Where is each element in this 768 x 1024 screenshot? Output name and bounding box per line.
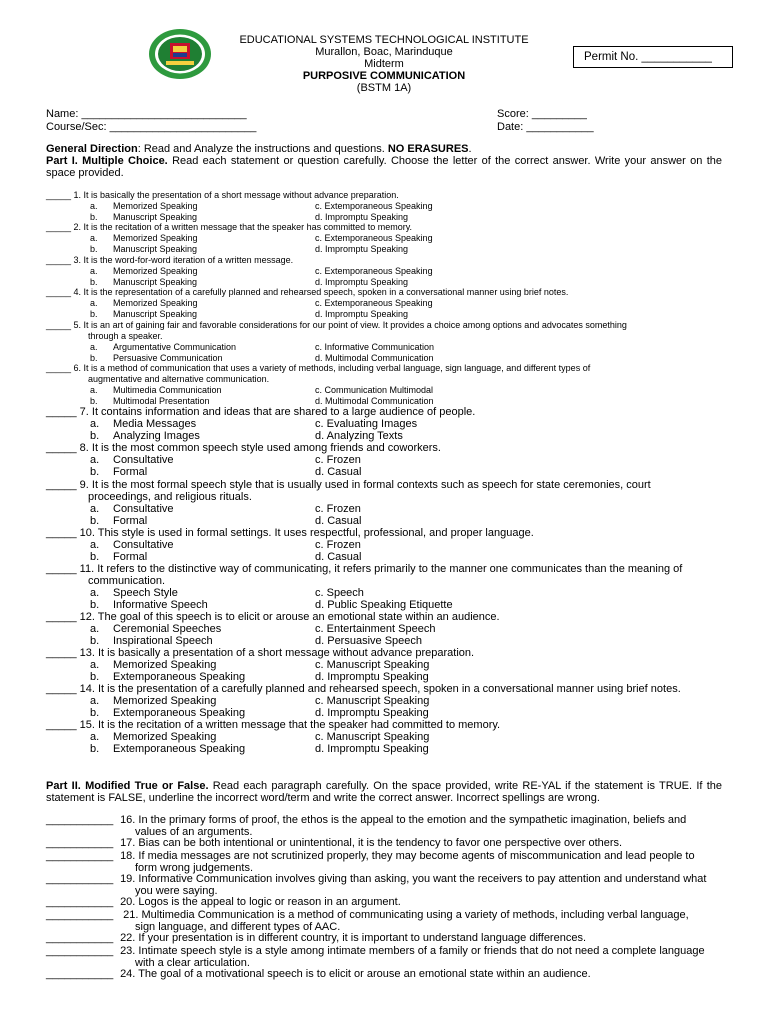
answer-blank[interactable]: _____ (46, 563, 77, 575)
tf-statement-continued: sign language, and different types of AAC. (135, 920, 341, 933)
question-text: 15. It is the recitation of a written message that the speaker had committed to memory. (79, 719, 501, 731)
option-c: c. Frozen (315, 503, 361, 515)
option-a: Memorized Speaking (113, 265, 198, 276)
tf-item-18 (46, 851, 722, 874)
option-b: Analyzing Images (113, 430, 200, 442)
option-row (46, 233, 722, 244)
option-b-letter: b. (90, 635, 100, 647)
question-stem (46, 287, 722, 298)
option-a: Ceremonial Speeches (113, 623, 222, 635)
option-a-letter: a. (90, 659, 100, 671)
tf-statement (46, 874, 722, 897)
question-6 (46, 363, 722, 407)
option-row (46, 418, 722, 430)
question-text: 11. It refers to the distinctive way of communicating, it refers primarily to the manner one communicates than the meaning of (79, 563, 683, 575)
option-b-letter: b. (90, 466, 100, 478)
option-a-letter: a. (90, 623, 100, 635)
question-text-continued: through a speaker. (88, 330, 163, 341)
question-stem (46, 719, 722, 731)
question-text: 14. It is the presentation of a carefully planned and rehearsed speech, spoken in a conversational manner using brief notes. (79, 683, 681, 695)
tf-item-23 (46, 946, 722, 969)
option-a: Memorized Speaking (113, 200, 198, 211)
question-text-continued: augmentative and alternative communication. (88, 373, 270, 384)
answer-blank[interactable]: _____ (46, 190, 72, 200)
option-a: Consultative (113, 503, 174, 515)
answer-blank[interactable]: ___________ (46, 932, 114, 944)
option-b-letter: b. (90, 211, 98, 222)
option-row (46, 539, 722, 551)
question-stem (46, 683, 722, 695)
option-a: Consultative (113, 454, 174, 466)
tf-statement-text: 20. Logos is the appeal to logic or reason in an argument. (117, 896, 401, 908)
tf-statement-continued: with a clear articulation. (135, 956, 250, 969)
option-a: Media Messages (113, 418, 197, 430)
question-3 (46, 255, 722, 288)
date-field: Date: ___________ (497, 121, 594, 133)
option-d: d. Impromptu Speaking (315, 211, 409, 222)
answer-blank[interactable]: ___________ (46, 814, 114, 826)
question-stem (46, 479, 722, 503)
course-field: Course/Sec: ________________________ (46, 121, 257, 133)
option-c: c. Frozen (315, 454, 361, 466)
answer-blank[interactable]: ___________ (46, 945, 114, 957)
tf-item-22 (46, 933, 722, 945)
option-d: d. Casual (315, 551, 362, 563)
tf-statement-text: 22. If your presentation is in different country, it is important to understand language differences. (117, 932, 587, 944)
option-row (46, 266, 722, 277)
question-text: 12. The goal of this speech is to elicit or arouse an emotional state within an audience. (79, 611, 500, 623)
option-a-letter: a. (90, 384, 98, 395)
tf-item-24 (46, 969, 722, 981)
question-text: 10. This style is used in formal settings. It uses respectful, professional, and proper language. (79, 527, 534, 539)
tf-statement (46, 969, 722, 981)
option-c: c. Extemporaneous Speaking (315, 265, 433, 276)
answer-blank[interactable]: _____ (46, 527, 77, 539)
option-a: Multimedia Communication (113, 384, 222, 395)
question-stem (46, 363, 722, 385)
option-a-letter: a. (90, 695, 100, 707)
question-stem (46, 190, 722, 201)
option-row (46, 731, 722, 743)
question-stem (46, 222, 722, 233)
option-a: Memorized Speaking (113, 731, 217, 743)
tf-statement-text: 21. Multimedia Communication is a method of communicating using a variety of methods, including verbal language, (117, 909, 689, 921)
option-d: d. Analyzing Texts (315, 430, 403, 442)
option-d: d. Casual (315, 515, 362, 527)
option-d: d. Multimodal Communication (315, 352, 434, 363)
question-text: 4. It is the representation of a carefully planned and rehearsed speech, spoken in a conversational manner using brief notes. (73, 287, 569, 297)
tf-item-19 (46, 874, 722, 897)
answer-blank[interactable]: _____ (46, 479, 77, 491)
tf-statement-text: 18. If media messages are not scrutinized properly, they may become agents of miscommunication and lead people to (117, 850, 695, 862)
tf-statement-text: 23. Intimate speech style is a style among intimate members of a family or friends that do not need a complete language (117, 945, 705, 957)
institute-name: EDUCATIONAL SYSTEMS TECHNOLOGICAL INSTITUTE (239, 34, 529, 46)
option-a: Consultative (113, 539, 174, 551)
option-row (46, 587, 722, 599)
answer-blank[interactable]: _____ (46, 287, 72, 297)
general-direction: General Direction: Read and Analyze the instructions and questions. NO ERASURES. (46, 143, 472, 155)
option-row (46, 659, 722, 671)
question-text: 7. It contains information and ideas that are shared to a large audience of people. (79, 406, 476, 418)
tf-item-17 (46, 838, 722, 850)
option-row (46, 309, 722, 320)
tf-statement (46, 851, 722, 874)
answer-blank[interactable]: _____ (46, 683, 77, 695)
part1-direction: Part I. Multiple Choice. Read each statement or question carefully. Choose the letter of the correct answer. Write your answer on the space provided. (46, 155, 722, 179)
option-c: c. Communication Multimodal (315, 384, 434, 395)
option-d: d. Persuasive Speech (315, 635, 423, 647)
option-row (46, 454, 722, 466)
tf-item-20 (46, 897, 722, 909)
tf-statement-text: 17. Bias can be both intentional or unintentional, it is the tendency to favor one perspective over others. (117, 837, 623, 849)
question-1 (46, 190, 722, 223)
option-d: d. Impromptu Speaking (315, 707, 429, 719)
answer-blank[interactable]: ___________ (46, 909, 114, 921)
tf-statement-continued: form wrong judgements. (135, 861, 253, 874)
question-text: 5. It is an art of gaining fair and favorable considerations for our point of view. It provides a choice among options and advocates something (73, 320, 627, 330)
question-13 (46, 647, 722, 683)
option-row (46, 466, 722, 478)
option-b: Multimodal Presentation (113, 395, 210, 406)
option-b: Extemporaneous Speaking (113, 671, 246, 683)
option-a-letter: a. (90, 539, 100, 551)
tf-statement (46, 933, 722, 945)
question-7 (46, 406, 722, 442)
option-b-letter: b. (90, 551, 100, 563)
question-10 (46, 527, 722, 563)
option-c: c. Entertainment Speech (315, 623, 436, 635)
tf-statement-continued: values of an arguments. (135, 825, 253, 838)
option-row (46, 244, 722, 255)
question-8 (46, 442, 722, 478)
option-c: c. Manuscript Speaking (315, 695, 430, 707)
tf-statement (46, 838, 722, 850)
option-b: Informative Speech (113, 599, 208, 611)
option-row (46, 635, 722, 647)
answer-blank[interactable]: ___________ (46, 896, 114, 908)
option-b-letter: b. (90, 243, 98, 254)
answer-blank[interactable]: ___________ (46, 837, 114, 849)
section-label: (BSTM 1A) (356, 82, 412, 94)
tf-statement (46, 815, 722, 838)
option-a: Memorized Speaking (113, 297, 198, 308)
question-text: 13. It is basically a presentation of a short message without advance preparation. (79, 647, 475, 659)
question-text: 1. It is basically the presentation of a short message without advance preparation. (73, 190, 399, 200)
option-b-letter: b. (90, 599, 100, 611)
option-row (46, 551, 722, 563)
option-c: c. Frozen (315, 539, 361, 551)
option-c: c. Speech (315, 587, 364, 599)
option-a: Memorized Speaking (113, 659, 217, 671)
permit-box: Permit No. ___________ (573, 46, 733, 68)
tf-item-16 (46, 815, 722, 838)
question-stem (46, 255, 722, 266)
subject-title: PURPOSIVE COMMUNICATION (302, 70, 466, 82)
option-a-letter: a. (90, 297, 98, 308)
option-a-letter: a. (90, 232, 98, 243)
option-row (46, 353, 722, 364)
answer-blank[interactable]: ___________ (46, 873, 114, 885)
option-d: d. Impromptu Speaking (315, 743, 429, 755)
option-c: c. Manuscript Speaking (315, 731, 430, 743)
question-5 (46, 320, 722, 364)
option-a-letter: a. (90, 200, 98, 211)
option-row (46, 430, 722, 442)
tf-statement-text: 16. In the primary forms of proof, the ethos is the appeal to the emotion and the sympathetic imagination, beliefs and (117, 814, 687, 826)
option-b: Manuscript Speaking (113, 308, 198, 319)
tf-statement (46, 897, 722, 909)
option-row (46, 515, 722, 527)
question-stem (46, 647, 722, 659)
option-b: Persuasive Communication (113, 352, 223, 363)
option-d: d. Impromptu Speaking (315, 243, 409, 254)
option-c: c. Extemporaneous Speaking (315, 297, 433, 308)
tf-statement-continued: you were saying. (135, 884, 218, 897)
tf-statement (46, 946, 722, 969)
option-b-letter: b. (90, 515, 100, 527)
option-row (46, 201, 722, 212)
option-a: Memorized Speaking (113, 232, 198, 243)
question-11 (46, 563, 722, 611)
tf-statement-text: 19. Informative Communication involves giving than asking, you want the receivers to pay attention and understand what (117, 873, 707, 885)
answer-blank[interactable]: _____ (46, 255, 72, 265)
option-b-letter: b. (90, 276, 98, 287)
question-12 (46, 611, 722, 647)
option-a: Speech Style (113, 587, 178, 599)
option-row (46, 298, 722, 309)
option-c: c. Informative Communication (315, 341, 435, 352)
option-d: d. Multimodal Communication (315, 395, 434, 406)
option-c: c. Manuscript Speaking (315, 659, 430, 671)
option-a-letter: a. (90, 587, 100, 599)
option-row (46, 671, 722, 683)
option-b: Formal (113, 515, 148, 527)
question-4 (46, 287, 722, 320)
option-a: Argumentative Communication (113, 341, 237, 352)
question-text: 9. It is the most formal speech style that is usually used in formal contexts such as speech for state ceremonies, court (79, 479, 651, 491)
option-row (46, 396, 722, 407)
option-d: d. Impromptu Speaking (315, 308, 409, 319)
option-b-letter: b. (90, 743, 100, 755)
answer-blank[interactable]: _____ (46, 442, 77, 454)
option-row (46, 623, 722, 635)
option-b-letter: b. (90, 430, 100, 442)
option-b-letter: b. (90, 671, 100, 683)
name-field: Name: ___________________________ (46, 108, 247, 120)
option-row (46, 707, 722, 719)
option-a-letter: a. (90, 454, 100, 466)
option-row (46, 599, 722, 611)
tf-statement (46, 910, 722, 933)
option-a-letter: a. (90, 341, 98, 352)
question-stem (46, 563, 722, 587)
option-b: Manuscript Speaking (113, 276, 198, 287)
option-b: Manuscript Speaking (113, 243, 198, 254)
tf-statement-text: 24. The goal of a motivational speech is to elicit or arouse an emotional state within an audience. (117, 968, 591, 980)
option-a: Memorized Speaking (113, 695, 217, 707)
question-15 (46, 719, 722, 755)
option-row (46, 695, 722, 707)
option-b: Extemporaneous Speaking (113, 743, 246, 755)
option-c: c. Extemporaneous Speaking (315, 232, 433, 243)
question-stem (46, 442, 722, 454)
option-b: Extemporaneous Speaking (113, 707, 246, 719)
option-row (46, 503, 722, 515)
answer-blank[interactable]: _____ (46, 719, 77, 731)
question-text: 6. It is a method of communication that uses a variety of methods, including verbal language, sign language, and different types of (73, 363, 591, 373)
question-text-continued: communication. (88, 575, 166, 587)
option-a-letter: a. (90, 265, 98, 276)
option-b-letter: b. (90, 707, 100, 719)
question-stem (46, 527, 722, 539)
answer-blank[interactable]: _____ (46, 406, 77, 418)
option-b-letter: b. (90, 395, 98, 406)
directions (46, 143, 722, 179)
question-stem (46, 320, 722, 342)
answer-blank[interactable]: ___________ (46, 850, 114, 862)
question-text: 8. It is the most common speech style used among friends and coworkers. (79, 442, 441, 454)
answer-blank[interactable]: _____ (46, 647, 77, 659)
option-b-letter: b. (90, 352, 98, 363)
option-b: Inspirational Speech (113, 635, 213, 647)
option-a-letter: a. (90, 418, 100, 430)
option-a-letter: a. (90, 503, 100, 515)
score-field: Score: _________ (497, 108, 587, 120)
question-14 (46, 683, 722, 719)
option-row (46, 385, 722, 396)
option-d: d. Impromptu Speaking (315, 276, 409, 287)
question-stem (46, 611, 722, 623)
answer-blank[interactable]: _____ (46, 611, 77, 623)
answer-blank[interactable]: _____ (46, 320, 72, 330)
institute-address: Murallon, Boac, Marinduque (315, 46, 453, 58)
answer-blank[interactable]: _____ (46, 222, 72, 232)
question-2 (46, 222, 722, 255)
option-c: c. Extemporaneous Speaking (315, 200, 433, 211)
option-row (46, 743, 722, 755)
answer-blank[interactable]: _____ (46, 363, 72, 373)
option-a-letter: a. (90, 731, 100, 743)
option-b-letter: b. (90, 308, 98, 319)
option-c: c. Evaluating Images (315, 418, 418, 430)
exam-term: Midterm (364, 58, 404, 70)
question-stem (46, 406, 722, 418)
exam-header (200, 34, 568, 94)
option-d: d. Casual (315, 466, 362, 478)
option-row (46, 342, 722, 353)
question-9 (46, 479, 722, 527)
option-b: Manuscript Speaking (113, 211, 198, 222)
tf-item-21 (46, 910, 722, 933)
option-b: Formal (113, 466, 148, 478)
option-d: d. Impromptu Speaking (315, 671, 429, 683)
option-b: Formal (113, 551, 148, 563)
question-text-continued: proceedings, and religious rituals. (88, 491, 252, 503)
question-text: 3. It is the word-for-word iteration of a written message. (73, 255, 294, 265)
part2-direction: Part II. Modified True or False. Read each paragraph carefully. On the space provided, write RE-YAL if the statement is TRUE. If the statement is FALSE, underline the incorrect word/term and write the correct answer. Incorrect spellings are wrong. (46, 780, 722, 804)
answer-blank[interactable]: ___________ (46, 968, 114, 980)
option-d: d. Public Speaking Etiquette (315, 599, 453, 611)
question-text: 2. It is the recitation of a written message that the speaker has committed to memory. (73, 222, 413, 232)
